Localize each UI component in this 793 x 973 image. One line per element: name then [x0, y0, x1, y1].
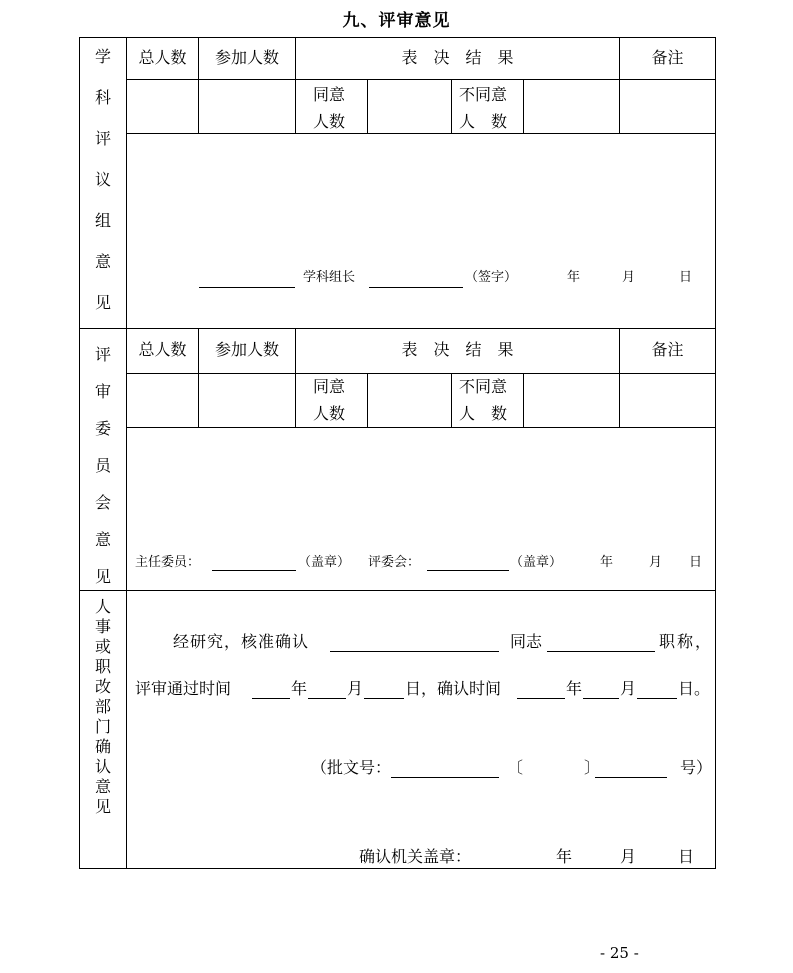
label-column-divider — [126, 37, 127, 869]
seal-note: （盖章） — [298, 555, 351, 570]
chair-signature-blank — [212, 570, 296, 571]
page-number: - 25 - — [600, 944, 639, 962]
date-month: 月 — [620, 847, 637, 866]
doc-number-suffix: 号） — [680, 758, 713, 777]
section2-side-label — [93, 347, 113, 585]
seal-label: 确认机关盖章： — [359, 847, 472, 866]
side-char: 学 — [94, 47, 111, 66]
month-label: 月 — [347, 679, 364, 698]
header-remarks: 备注 — [651, 340, 684, 359]
date-day: 日 — [678, 847, 695, 866]
seal-note: （盖章） — [510, 555, 563, 570]
year-blank — [517, 698, 565, 699]
disagree-label: 不同意 — [459, 85, 508, 104]
side-char: 事 — [94, 617, 111, 636]
side-char: 科 — [94, 88, 111, 107]
date-year: 年 — [600, 555, 614, 570]
signature-blank — [199, 287, 295, 288]
date-month: 月 — [622, 270, 636, 285]
review-opinion-table — [79, 37, 716, 869]
date-day: 日 — [679, 270, 693, 285]
s1-col-divider — [367, 79, 368, 133]
side-char: 组 — [94, 211, 111, 230]
side-char: 改 — [94, 677, 111, 696]
side-char: 见 — [94, 567, 111, 586]
side-char: 职 — [94, 657, 111, 676]
side-char: 意 — [94, 530, 111, 549]
month-label: 月 — [620, 679, 637, 698]
chair-label: 主任委员： — [135, 555, 201, 570]
s2-row-divider-2 — [126, 427, 716, 428]
year-label: 年 — [291, 679, 308, 698]
committee-signature-blank — [427, 570, 509, 571]
section1-side-label — [93, 49, 113, 311]
side-char: 或 — [94, 637, 111, 656]
day-blank — [637, 698, 677, 699]
s1-row-divider-2 — [126, 133, 716, 134]
side-char: 部 — [94, 697, 111, 716]
confirm-time-label: 日，确认时间 — [405, 679, 502, 698]
side-char: 员 — [94, 456, 111, 475]
table-border-right — [715, 37, 716, 869]
approval-text: 经研究，核准确认 — [173, 632, 310, 651]
bracket-open: 〔 — [507, 758, 524, 777]
header-participating: 参加人数 — [214, 48, 279, 67]
s2-col-divider — [451, 373, 452, 427]
year-blank — [252, 698, 290, 699]
title-label: 职称， — [659, 632, 714, 651]
section-divider-2 — [79, 590, 716, 591]
title-blank — [547, 651, 655, 652]
doc-number-blank — [391, 777, 499, 778]
day-blank — [364, 698, 404, 699]
side-char: 见 — [94, 293, 111, 312]
page-title: 九、评审意见 — [342, 11, 451, 31]
name-blank — [330, 651, 499, 652]
table-border-left — [79, 37, 80, 869]
table-border-bottom — [79, 868, 716, 869]
month-blank — [308, 698, 346, 699]
section3-side-label — [93, 599, 113, 815]
agree-label: 同意 — [313, 377, 346, 396]
side-char: 人 — [94, 597, 111, 616]
header-participating: 参加人数 — [214, 340, 279, 359]
s2-row-divider-1 — [126, 373, 716, 374]
month-blank — [583, 698, 619, 699]
s1-col-divider — [451, 79, 452, 133]
side-char: 评 — [94, 129, 111, 148]
disagree-label: 人 数 — [459, 404, 508, 423]
side-char: 确 — [94, 737, 111, 756]
header-vote-result: 表 决 结 果 — [401, 340, 514, 359]
leader-signature-blank — [369, 287, 463, 288]
side-char: 意 — [94, 252, 111, 271]
doc-serial-blank — [595, 777, 667, 778]
leader-label: 学科组长 — [303, 270, 356, 285]
side-char: 委 — [94, 419, 111, 438]
side-char: 会 — [94, 493, 111, 512]
section-divider-1 — [79, 328, 716, 329]
year-label: 年 — [566, 679, 583, 698]
date-year: 年 — [556, 847, 573, 866]
s2-col-divider — [523, 373, 524, 427]
table-border-top — [79, 37, 716, 38]
comrade-label: 同志 — [510, 632, 543, 651]
header-vote-result: 表 决 结 果 — [401, 48, 514, 67]
header-remarks: 备注 — [651, 48, 684, 67]
side-char: 门 — [94, 717, 111, 736]
agree-label: 人数 — [313, 404, 346, 423]
day-label: 日。 — [678, 679, 711, 698]
bracket-close: 〕 — [584, 758, 601, 777]
doc-number-prefix: （批文号： — [311, 758, 392, 777]
committee-label: 评委会： — [368, 555, 421, 570]
side-char: 认 — [94, 757, 111, 776]
header-total: 总人数 — [138, 340, 187, 359]
date-month: 月 — [649, 555, 663, 570]
side-char: 议 — [94, 170, 111, 189]
side-char: 见 — [94, 797, 111, 816]
disagree-label: 不同意 — [459, 377, 508, 396]
header-total: 总人数 — [138, 48, 187, 67]
agree-label: 同意 — [313, 85, 346, 104]
side-char: 意 — [94, 777, 111, 796]
s1-col-divider — [523, 79, 524, 133]
s2-col-divider — [367, 373, 368, 427]
review-time-label: 评审通过时间 — [135, 679, 232, 698]
side-char: 评 — [94, 345, 111, 364]
agree-label: 人数 — [313, 112, 346, 131]
disagree-label: 人 数 — [459, 112, 508, 131]
date-day: 日 — [689, 555, 703, 570]
side-char: 审 — [94, 382, 111, 401]
s1-row-divider-1 — [126, 79, 716, 80]
date-year: 年 — [567, 270, 581, 285]
sign-note: （签字） — [465, 270, 518, 285]
